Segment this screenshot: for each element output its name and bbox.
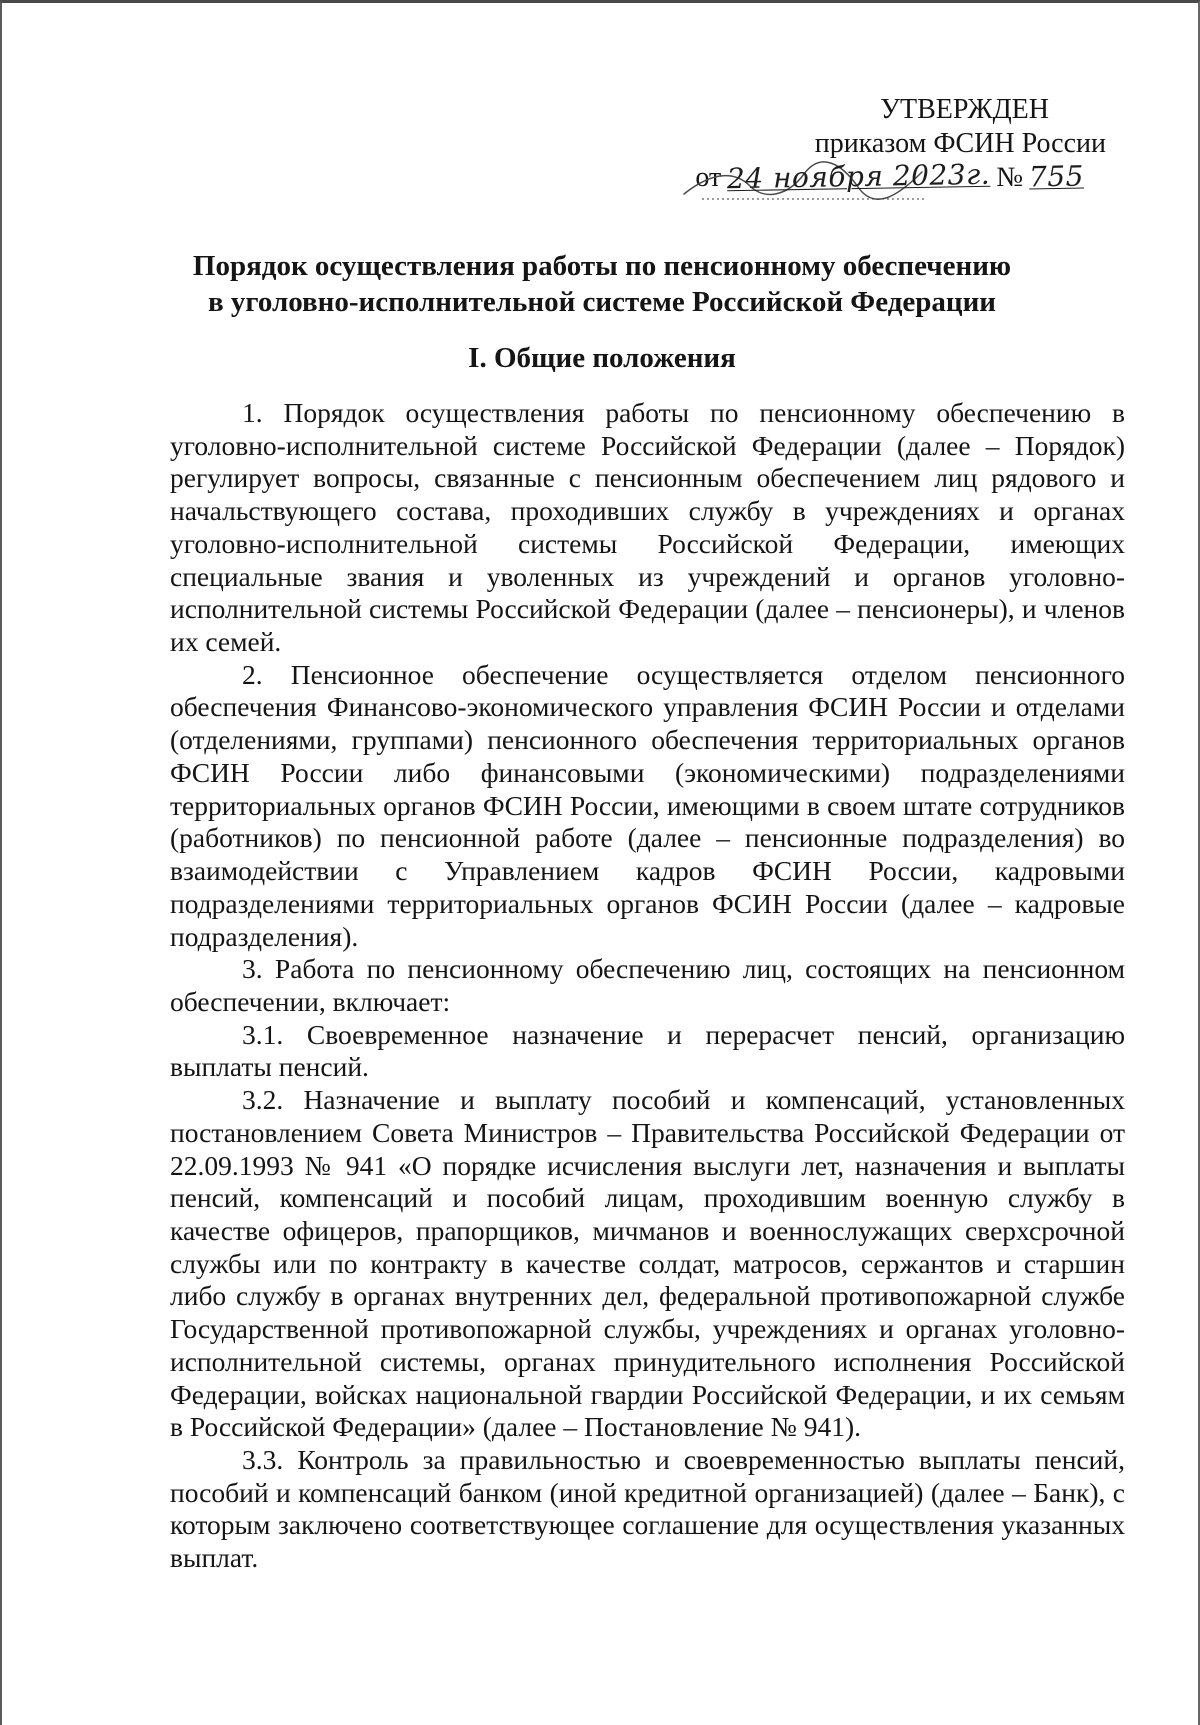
approval-block (646, 93, 1106, 195)
approval-date-line (646, 157, 1106, 196)
paragraph-2: 2. Пенсионное обеспечение осуществляется отделом пенсионного обеспечения Финансово-экономического управления ФСИН России и отделами (отделениями, группами) пенсионного обеспечения территориальных органов ФСИН России либо финансовыми (экономическими) подразделениями территориальных органов ФСИН России, имеющими в своем штате сотрудников (работников) по пенсионной работе (далее – пенсионные подразделения) во взаимодействии с Управлением кадров ФСИН России, кадровыми подразделениями территориальных органов ФСИН России (далее – кадровые подразделения). (170, 658, 1125, 952)
paragraph-1: 1. Порядок осуществления работы по пенсионному обеспечению в уголовно-исполнительной системе Российской Федерации (далее – Порядок) регулирует вопросы, связанные с пенсионным обеспечением лиц рядового и начальствующего состава, проходивших службу в учреждениях и органах уголовно-исполнительной системы Российской Федерации, имеющих специальные звания и уволенных из учреждений и органов уголовно-исполнительной системы Российской Федерации (далее – пенсионеры), и членов их семей. (170, 397, 1125, 658)
document-body (170, 397, 1125, 1575)
paragraph-3-3: 3.3. Контроль за правильностью и своевременностью выплаты пенсий, пособий и компенсаций банком (иной кредитной организацией) (далее – Банк), с которым заключено соответствующее соглашение для осуществления указанных выплат. (170, 1444, 1125, 1574)
document-title-line-1: Порядок осуществления работы по пенсионному обеспечению (192, 250, 1012, 282)
document-title-line-2: в уголовно-исполнительной системе Российской Федерации (208, 286, 996, 319)
paragraph-3: 3. Работа по пенсионному обеспечению лиц, состоящих на пенсионном обеспечении, включает: (170, 953, 1125, 1017)
section-title: I. Общие положения (468, 342, 736, 374)
document-title (2, 248, 1200, 321)
paragraph-3-1: 3.1. Своевременное назначение и перерасчет пенсий, организацию выплаты пенсий. (170, 1018, 1125, 1083)
paragraph-3-2: 3.2. Назначение и выплату пособий и компенсаций, установленных постановлением Совета Министров – Правительства Российской Федерации от 22.09.1993 № 941 «О порядке исчисления выслуги лет, назначения и выплаты пенсий, компенсаций и пособий лицам, проходившим военную службу в качестве офицеров, прапорщиков, мичманов и военнослужащих сверхсрочной службы или по контракту в качестве солдат, матросов, сержантов и старшин либо службу в органах внутренних дел, федеральной противопожарной службе Государственной противопожарной службы, учреждениях и органах уголовно-исполнительной системы, органах принудительного исполнения Российской Федерации, войсках национальной гвардии Российской Федерации, и их семьям в Российской Федерации» (далее – Постановление № 941). (170, 1084, 1125, 1443)
handwritten-date: 24 ноября 2023г. (726, 157, 991, 196)
number-sign: № (996, 162, 1024, 194)
approval-order-line: приказом ФСИН России (814, 127, 1106, 159)
approval-title: УТВЕРЖДЕН (880, 94, 1049, 125)
date-prefix: от (695, 162, 722, 194)
handwritten-number: 755 (1028, 159, 1085, 194)
